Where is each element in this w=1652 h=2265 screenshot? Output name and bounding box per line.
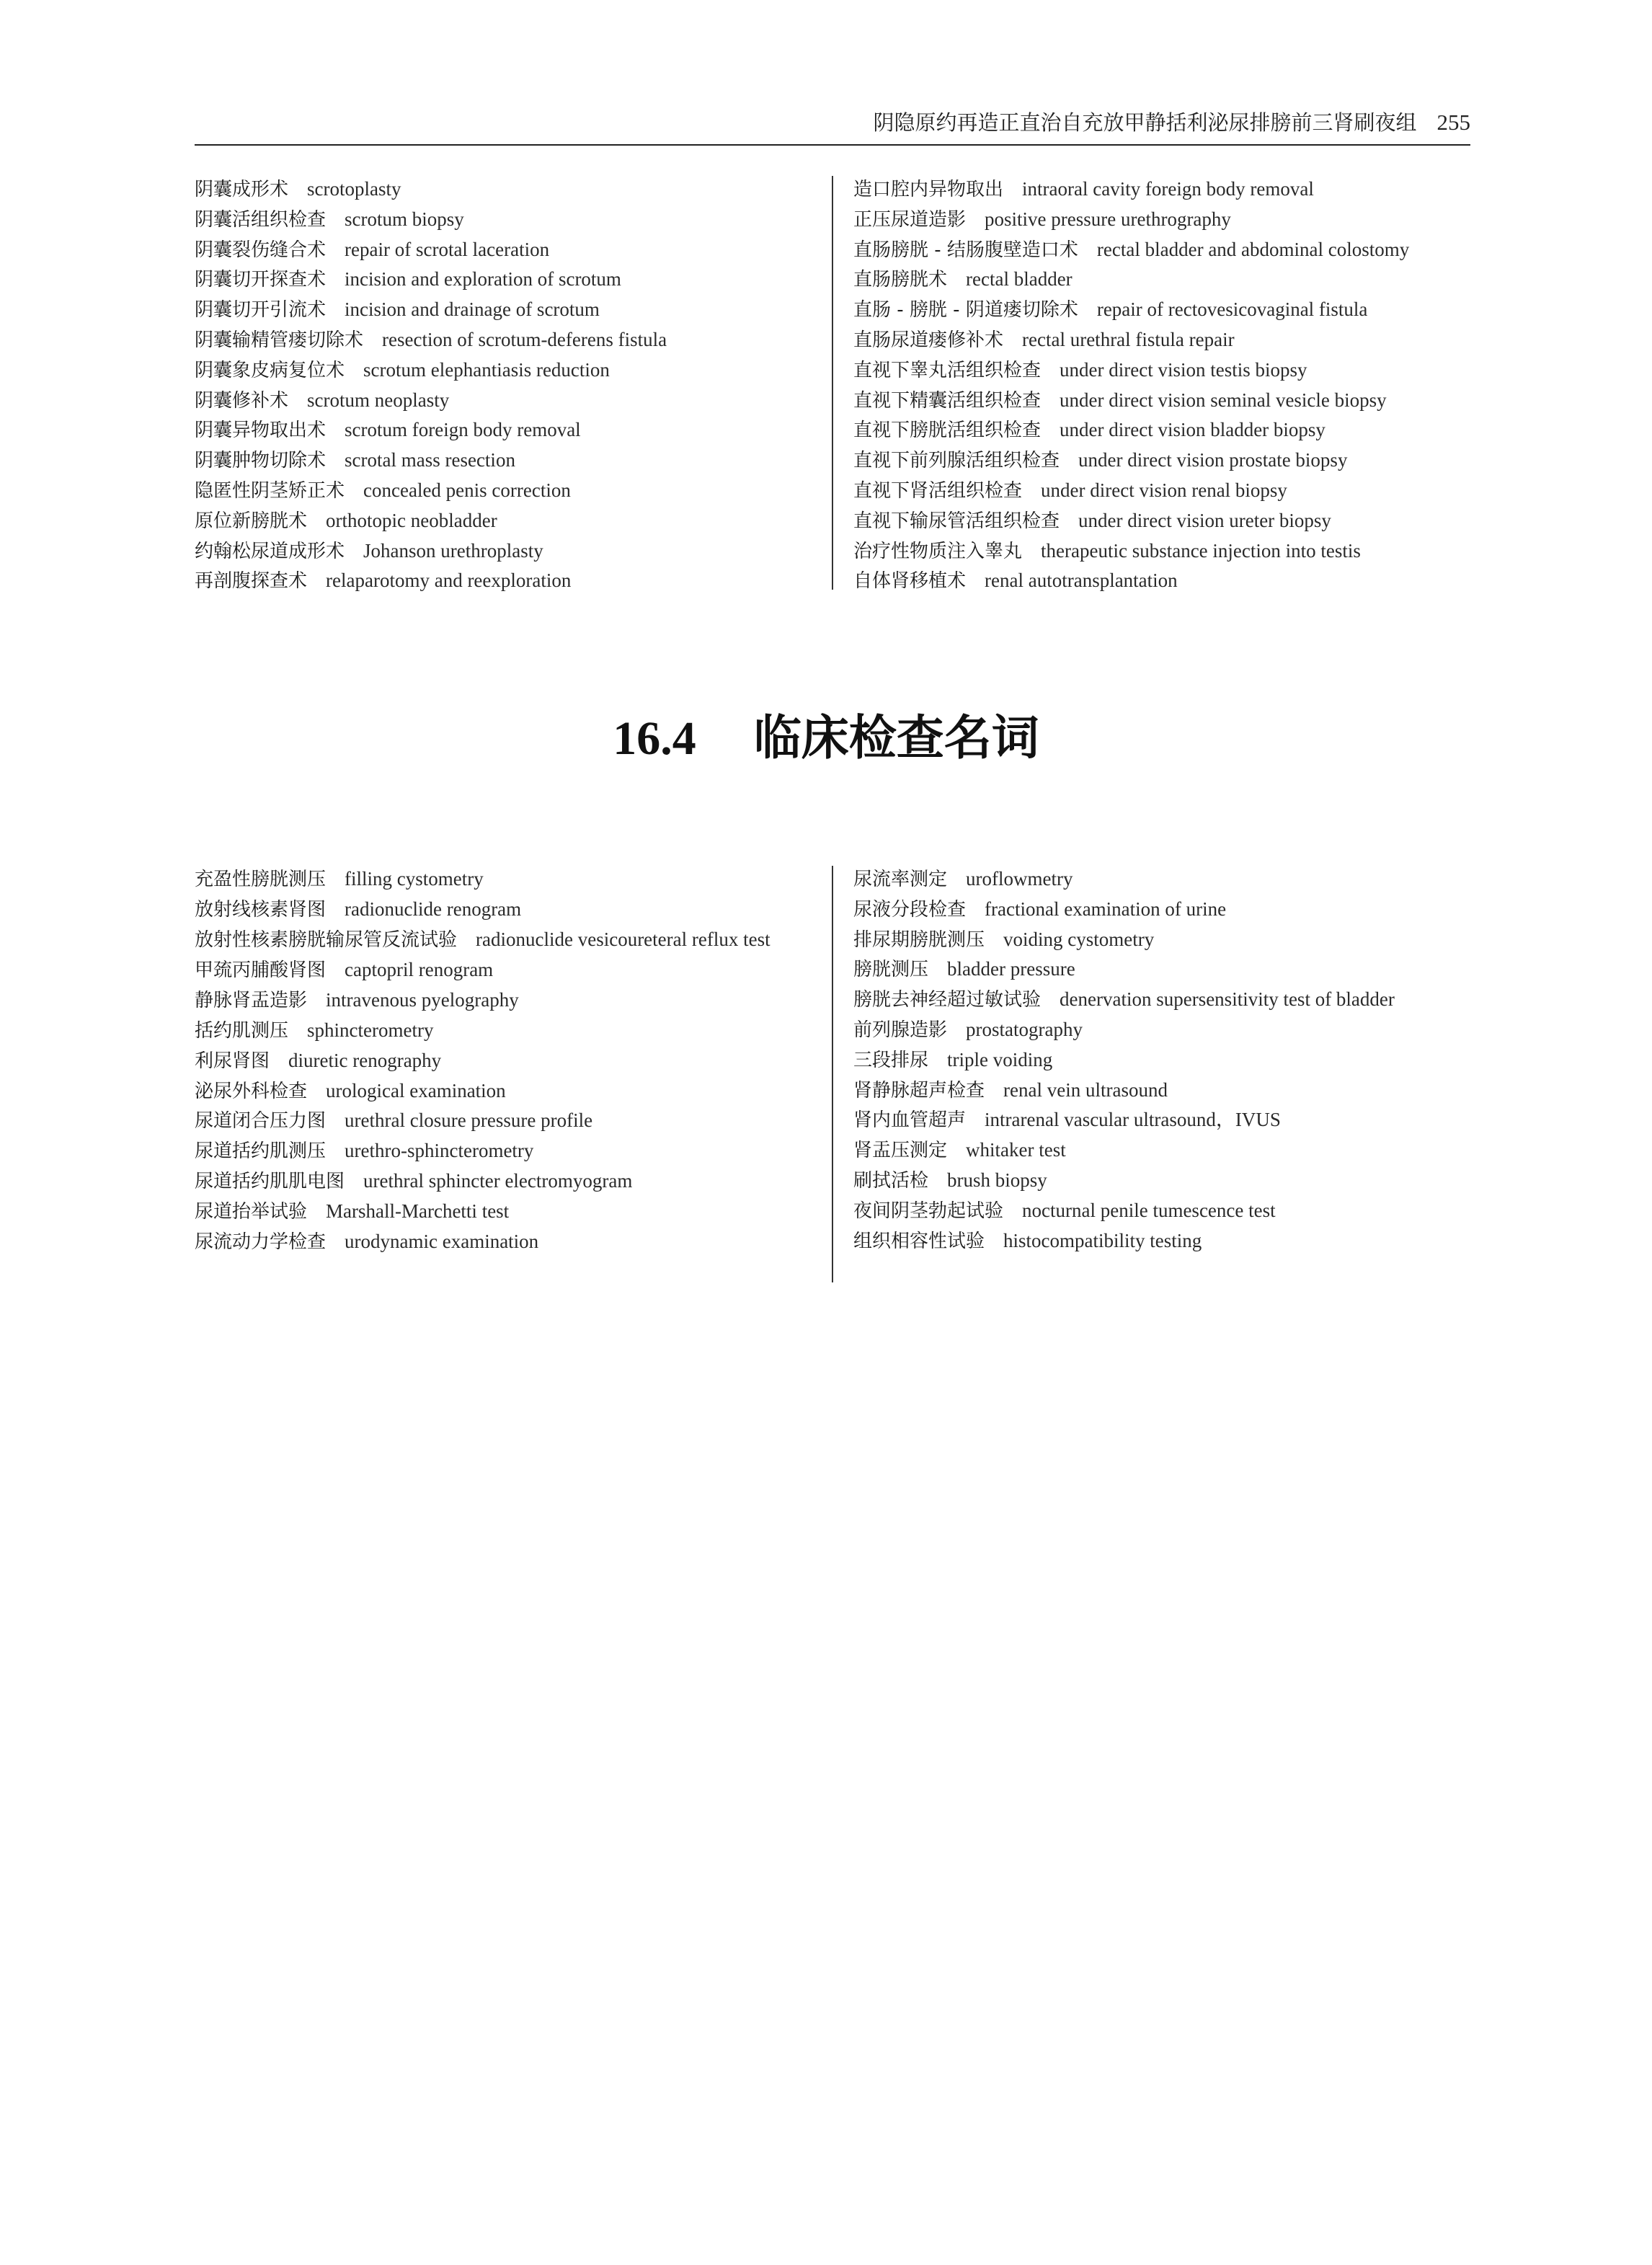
term-entry (853, 1166, 1502, 1196)
term-entry (195, 1106, 843, 1136)
term-english: under direct vision bladder biopsy (1060, 419, 1325, 441)
term-chinese: 放射线核素肾图 (195, 898, 327, 921)
term-english: scrotum biopsy (345, 208, 464, 230)
term-entry (853, 446, 1502, 476)
section-number: 16.4 (613, 712, 696, 765)
term-english: scrotum foreign body removal (345, 419, 581, 441)
term-entry (853, 325, 1502, 355)
term-english: captopril renogram (345, 959, 494, 981)
bottom-right-term-list (853, 864, 1502, 1256)
term-english: whitaker test (966, 1139, 1066, 1161)
term-entry (853, 265, 1502, 295)
term-chinese: 肾盂压测定 (853, 1140, 948, 1162)
term-english: voiding cystometry (1003, 928, 1155, 950)
term-entry (853, 1196, 1502, 1226)
term-entry (853, 476, 1502, 506)
term-entry (853, 954, 1502, 985)
term-chinese: 阴囊象皮病复位术 (195, 359, 345, 381)
term-chinese: 阴囊异物取出术 (195, 420, 327, 442)
term-chinese: 直肠 - 膀胱 - 阴道瘘切除术 (853, 299, 1078, 322)
term-english: triple voiding (947, 1048, 1053, 1071)
term-chinese: 三段排尿 (853, 1049, 929, 1071)
term-english: therapeutic substance injection into testis (1041, 539, 1361, 562)
term-entry (853, 864, 1502, 895)
term-entry (195, 415, 843, 446)
term-entry (195, 386, 843, 416)
term-chinese: 阴囊裂伤缝合术 (195, 239, 327, 261)
term-entry (195, 925, 843, 956)
term-chinese: 甲巯丙脯酸肾图 (195, 959, 327, 982)
section-heading (0, 705, 1652, 771)
term-entry (853, 566, 1502, 596)
term-english: intraoral cavity foreign body removal (1022, 178, 1314, 200)
term-chinese: 尿道括约肌测压 (195, 1140, 327, 1163)
term-chinese: 膀胱去神经超过敏试验 (853, 989, 1042, 1011)
term-english: Marshall-Marchetti test (326, 1200, 510, 1222)
term-entry (853, 1105, 1502, 1135)
term-chinese: 组织相容性试验 (853, 1230, 985, 1252)
term-entry (853, 386, 1502, 416)
term-chinese: 直肠膀胱术 (853, 269, 948, 291)
term-entry (195, 1076, 843, 1107)
term-chinese: 直视下膀胱活组织检查 (853, 420, 1042, 442)
term-chinese: 阴囊活组织检查 (195, 208, 327, 231)
term-chinese: 阴囊肿物切除术 (195, 450, 327, 472)
term-english: repair of scrotal laceration (345, 238, 550, 260)
term-english: diuretic renography (288, 1049, 442, 1071)
term-entry (195, 325, 843, 355)
term-entry (853, 895, 1502, 925)
term-english: rectal bladder (966, 268, 1073, 291)
term-entry (195, 1166, 843, 1197)
page-number: 255 (1436, 110, 1470, 135)
term-entry (195, 536, 843, 567)
term-entry (195, 174, 843, 205)
term-entry (195, 476, 843, 506)
term-english: uroflowmetry (966, 868, 1073, 890)
term-english: relaparotomy and reexploration (326, 569, 572, 592)
term-english: histocompatibility testing (1003, 1229, 1202, 1251)
top-right-term-list (853, 174, 1502, 596)
term-english: scrotum elephantiasis reduction (363, 358, 610, 381)
term-chinese: 阴囊切开探查术 (195, 269, 327, 291)
term-chinese: 尿液分段检查 (853, 898, 967, 921)
term-entry (853, 174, 1502, 205)
term-chinese: 肾内血管超声 (853, 1109, 967, 1132)
term-english: renal autotransplantation (985, 569, 1178, 592)
term-english: incision and exploration of scrotum (345, 268, 621, 291)
term-chinese: 再剖腹探查术 (195, 570, 308, 593)
term-chinese: 静脉肾盂造影 (195, 990, 308, 1012)
term-chinese: 隐匿性阴茎矫正术 (195, 479, 345, 502)
term-entry (853, 1076, 1502, 1106)
term-english: brush biopsy (947, 1169, 1047, 1191)
section-title: 临床检查名词 (753, 709, 1039, 766)
term-chinese: 治疗性物质注入睾丸 (853, 540, 1023, 562)
term-english: under direct vision testis biopsy (1060, 358, 1307, 381)
term-chinese: 原位新膀胱术 (195, 510, 308, 532)
term-english: repair of rectovesicovaginal fistula (1096, 298, 1368, 321)
term-english: bladder pressure (947, 958, 1075, 980)
term-entry (195, 355, 843, 386)
term-entry (195, 895, 843, 925)
term-english: rectal urethral fistula repair (1022, 328, 1235, 350)
term-entry (195, 1197, 843, 1227)
term-entry (195, 205, 843, 235)
term-entry (195, 864, 843, 895)
term-chinese: 阴囊成形术 (195, 179, 289, 200)
term-entry (195, 566, 843, 596)
term-chinese: 阴囊切开引流术 (195, 299, 327, 322)
term-english: resection of scrotum-deferens fistula (382, 328, 667, 350)
term-english: rectal bladder and abdominal colostomy (1096, 238, 1410, 260)
term-chinese: 造口腔内异物取出 (853, 179, 1004, 200)
term-chinese: 前列腺造影 (853, 1019, 948, 1041)
term-entry (853, 1015, 1502, 1045)
term-english: scrotal mass resection (345, 449, 515, 471)
bottom-left-term-list (195, 864, 843, 1256)
term-entry (853, 355, 1502, 386)
term-entry (853, 1135, 1502, 1166)
term-chinese: 正压尿道造影 (853, 208, 967, 231)
term-chinese: 阴囊输精管瘘切除术 (195, 329, 364, 351)
term-entry (195, 295, 843, 325)
term-chinese: 夜间阴茎勃起试验 (853, 1200, 1004, 1222)
term-english: urodynamic examination (345, 1230, 539, 1252)
term-english: nocturnal penile tumescence test (1022, 1199, 1276, 1221)
term-entry (195, 985, 843, 1016)
term-chinese: 自体肾移植术 (853, 570, 967, 593)
term-english: denervation supersensitivity test of bladder (1060, 988, 1395, 1011)
term-entry (195, 446, 843, 476)
term-english: incision and drainage of scrotum (345, 298, 600, 321)
term-entry (853, 536, 1502, 567)
term-chinese: 尿流率测定 (853, 869, 948, 890)
term-english: scrotum neoplasty (307, 389, 450, 411)
term-chinese: 刷拭活检 (853, 1169, 929, 1192)
term-english: prostatography (966, 1018, 1083, 1040)
term-english: under direct vision prostate biopsy (1078, 449, 1348, 471)
term-chinese: 膀胱测压 (853, 959, 929, 981)
term-chinese: 阴囊修补术 (195, 389, 289, 412)
term-entry (853, 925, 1502, 955)
term-chinese: 尿道抬举试验 (195, 1200, 308, 1223)
term-english: under direct vision renal biopsy (1041, 479, 1287, 501)
term-entry (853, 235, 1502, 265)
term-english: scrotoplasty (307, 178, 401, 200)
term-english: Johanson urethroplasty (363, 539, 543, 562)
term-chinese: 约翰松尿道成形术 (195, 540, 345, 562)
term-entry (853, 295, 1502, 325)
term-entry (195, 235, 843, 265)
term-english: urethral sphincter electromyogram (363, 1169, 633, 1192)
term-entry (195, 1227, 843, 1257)
term-english: fractional examination of urine (985, 897, 1227, 920)
column-divider-bottom (832, 866, 833, 1282)
term-chinese: 括约肌测压 (195, 1019, 289, 1042)
term-chinese: 直视下输尿管活组织检查 (853, 510, 1060, 532)
term-chinese: 尿道括约肌肌电图 (195, 1170, 345, 1192)
term-english: filling cystometry (345, 868, 484, 890)
term-english: radionuclide renogram (345, 897, 522, 920)
term-entry (853, 205, 1502, 235)
term-chinese: 直视下肾活组织检查 (853, 479, 1023, 502)
term-english: sphincterometry (307, 1019, 434, 1041)
term-english: under direct vision seminal vesicle biopsy (1060, 389, 1387, 411)
term-english: renal vein ultrasound (1003, 1078, 1168, 1101)
term-english: positive pressure urethrography (985, 208, 1231, 230)
running-header-title: 阴隐原约再造正直治自充放甲静括利泌尿排膀前三肾刷夜组 (873, 110, 1417, 135)
term-entry (853, 985, 1502, 1015)
term-chinese: 肾静脉超声检查 (853, 1079, 985, 1102)
term-chinese: 排尿期膀胱测压 (853, 928, 985, 951)
term-entry (195, 265, 843, 295)
term-english: intrarenal vascular ultrasound，IVUS (985, 1109, 1281, 1131)
term-entry (853, 506, 1502, 536)
term-english: urological examination (326, 1079, 506, 1102)
term-english: intravenous pyelography (326, 989, 519, 1011)
term-chinese: 直视下前列腺活组织检查 (853, 450, 1060, 472)
term-chinese: 直视下睾丸活组织检查 (853, 359, 1042, 381)
top-left-term-list (195, 174, 843, 596)
term-entry (853, 415, 1502, 446)
term-chinese: 放射性核素膀胱输尿管反流试验 (195, 928, 458, 951)
term-english: under direct vision ureter biopsy (1078, 509, 1331, 531)
term-chinese: 直视下精囊活组织检查 (853, 389, 1042, 412)
term-chinese: 直肠膀胱 - 结肠腹壁造口术 (853, 239, 1078, 261)
term-english: orthotopic neobladder (326, 509, 497, 531)
term-chinese: 尿流动力学检查 (195, 1231, 327, 1253)
term-entry (195, 1016, 843, 1046)
term-entry (853, 1226, 1502, 1256)
term-chinese: 利尿肾图 (195, 1050, 270, 1072)
term-english: urethral closure pressure profile (345, 1109, 593, 1132)
term-english: concealed penis correction (363, 479, 571, 501)
term-entry (853, 1045, 1502, 1076)
term-english: radionuclide vesicoureteral reflux test (476, 928, 771, 950)
term-chinese: 尿道闭合压力图 (195, 1110, 327, 1132)
column-divider-top (832, 176, 833, 590)
term-entry (195, 1046, 843, 1076)
header-rule (195, 144, 1470, 146)
term-chinese: 泌尿外科检查 (195, 1080, 308, 1102)
term-entry (195, 955, 843, 985)
term-english: urethro-sphincterometry (345, 1140, 534, 1162)
term-entry (195, 1136, 843, 1166)
term-chinese: 充盈性膀胱测压 (195, 869, 327, 890)
term-entry (195, 506, 843, 536)
running-header (195, 107, 1470, 138)
term-chinese: 直肠尿道瘘修补术 (853, 329, 1004, 351)
